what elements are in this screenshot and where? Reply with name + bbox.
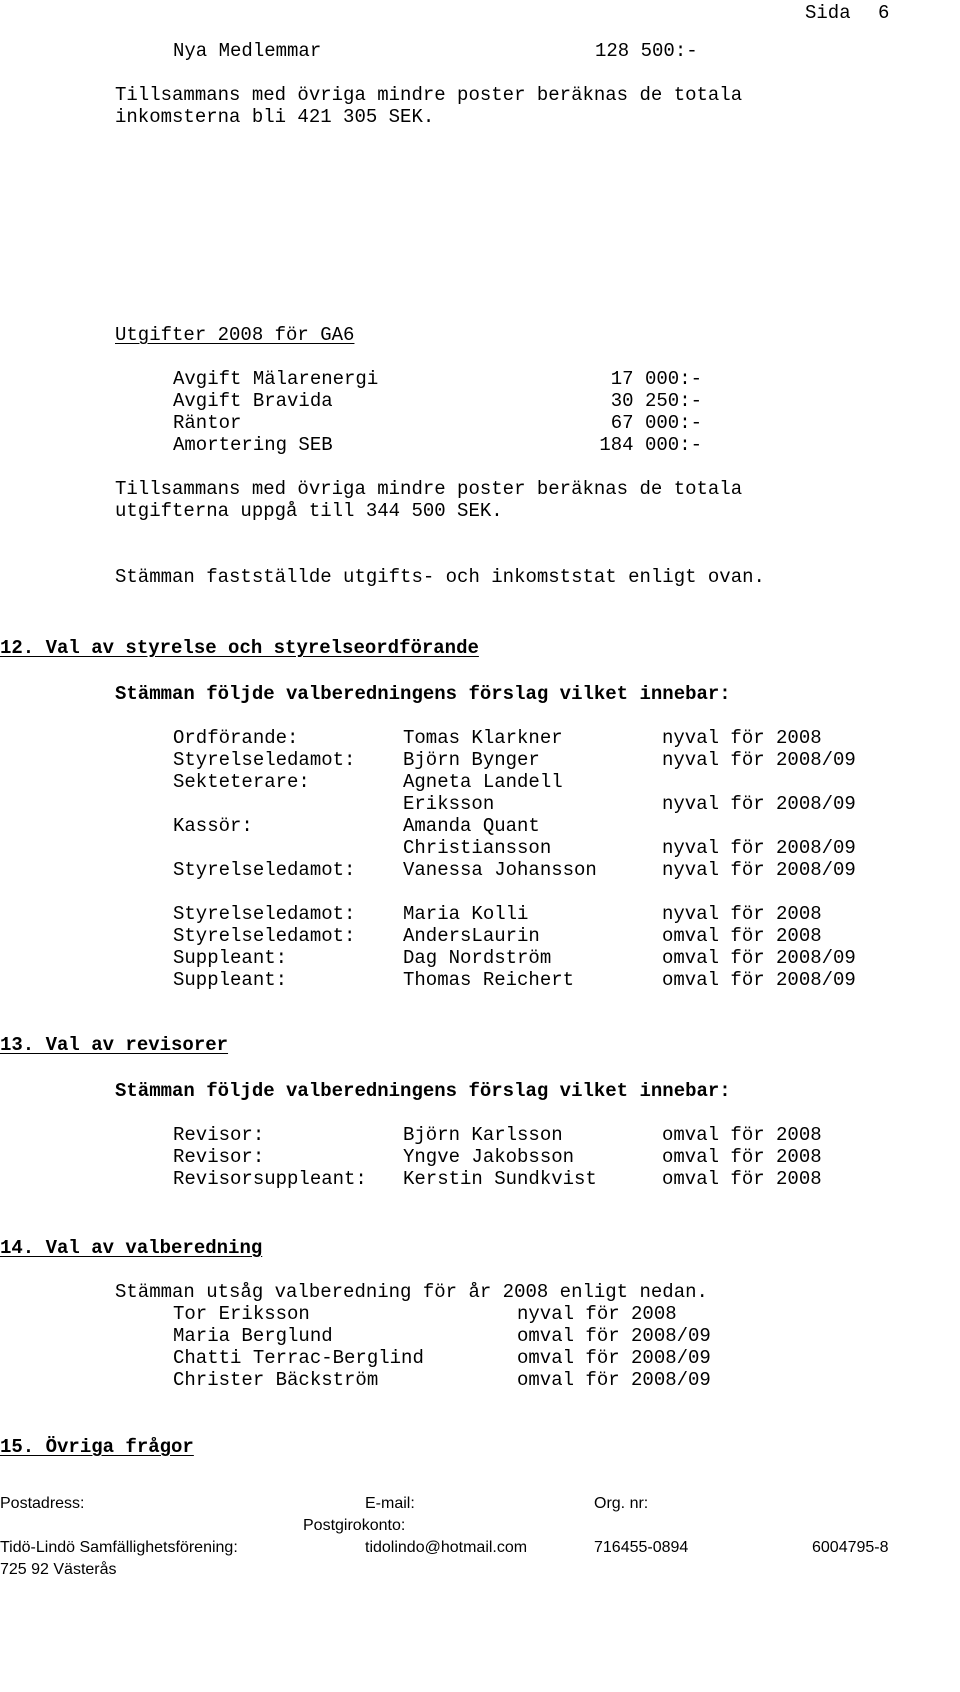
footer-org-label: Org. nr: bbox=[594, 1495, 649, 1512]
board-role: Ordförande: bbox=[173, 727, 299, 749]
board-term: omval för 2008/09 bbox=[662, 969, 856, 991]
income-item-label: Nya Medlemmar bbox=[173, 40, 322, 62]
page-number: 6 bbox=[878, 2, 890, 24]
nomination-member-term: omval för 2008/09 bbox=[517, 1325, 711, 1347]
auditor-role: Revisor: bbox=[173, 1124, 265, 1146]
income-item-amount: 128 500:- bbox=[595, 40, 698, 62]
section-12-heading: 12. Val av styrelse och styrelseordförande bbox=[0, 637, 479, 659]
expense-amount: 67 000:- bbox=[610, 412, 702, 434]
board-term: nyval för 2008 bbox=[662, 903, 822, 925]
expense-amount: 184 000:- bbox=[599, 434, 702, 456]
nomination-member-term: nyval för 2008 bbox=[517, 1303, 677, 1325]
expense-label: Amortering SEB bbox=[173, 434, 333, 456]
board-name: Maria Kolli bbox=[403, 903, 529, 925]
board-term: nyval för 2008/09 bbox=[662, 837, 856, 859]
nomination-member-term: omval för 2008/09 bbox=[517, 1369, 711, 1391]
section-13-heading: 13. Val av revisorer bbox=[0, 1034, 229, 1056]
auditor-term: omval för 2008 bbox=[662, 1146, 822, 1168]
board-name: Agneta Landell bbox=[403, 771, 563, 793]
auditor-term: omval för 2008 bbox=[662, 1168, 822, 1190]
expense-label: Avgift Mälarenergi bbox=[173, 368, 379, 390]
expense-label: Avgift Bravida bbox=[173, 390, 333, 412]
expenses-summary-line-1: Tillsammans med övriga mindre poster beräknas de totala bbox=[115, 478, 743, 500]
footer-giro: 716455-0894 bbox=[594, 1539, 689, 1556]
nomination-member-name: Chatti Terrac-Berglind bbox=[173, 1347, 424, 1369]
board-name: AndersLaurin bbox=[403, 925, 540, 947]
section-12-intro: Stämman följde valberedningens förslag vilket innebar: bbox=[115, 683, 731, 705]
section-14-heading: 14. Val av valberedning bbox=[0, 1237, 263, 1259]
board-term: nyval för 2008 bbox=[662, 727, 822, 749]
board-term: nyval för 2008/09 bbox=[662, 859, 856, 881]
footer-org-nr: 6004795-8 bbox=[812, 1539, 889, 1556]
auditor-name: Yngve Jakobsson bbox=[403, 1146, 575, 1168]
income-summary-line-2: inkomsterna bli 421 305 SEK. bbox=[115, 106, 435, 128]
footer-email: tidolindo@hotmail.com bbox=[365, 1539, 528, 1556]
auditor-name: Kerstin Sundkvist bbox=[403, 1168, 597, 1190]
expense-amount: 17 000:- bbox=[610, 368, 702, 390]
board-role: Styrelseledamot: bbox=[173, 903, 356, 925]
board-role: Kassör: bbox=[173, 815, 253, 837]
nomination-member-name: Tor Eriksson bbox=[173, 1303, 310, 1325]
board-name: Tomas Klarkner bbox=[403, 727, 563, 749]
expense-amount: 30 250:- bbox=[610, 390, 702, 412]
section-15-heading: 15. Övriga frågor bbox=[0, 1436, 194, 1458]
footer-city: 725 92 Västerås bbox=[0, 1561, 117, 1578]
board-role: Suppleant: bbox=[173, 969, 288, 991]
board-name: Amanda Quant bbox=[403, 815, 540, 837]
auditor-term: omval för 2008 bbox=[662, 1124, 822, 1146]
board-term: omval för 2008/09 bbox=[662, 947, 856, 969]
board-role: Styrelseledamot: bbox=[173, 749, 356, 771]
board-name: Christiansson bbox=[403, 837, 552, 859]
board-role: Styrelseledamot: bbox=[173, 859, 356, 881]
board-name: Vanessa Johansson bbox=[403, 859, 597, 881]
board-name: Thomas Reichert bbox=[403, 969, 575, 991]
page-label: Sida bbox=[805, 2, 851, 24]
auditor-role: Revisorsuppleant: bbox=[173, 1168, 367, 1190]
section-13-intro: Stämman följde valberedningens förslag vilket innebar: bbox=[115, 1080, 731, 1102]
auditor-role: Revisor: bbox=[173, 1146, 265, 1168]
board-term: nyval för 2008/09 bbox=[662, 749, 856, 771]
expense-label: Räntor bbox=[173, 412, 242, 434]
nomination-member-name: Christer Bäckström bbox=[173, 1369, 379, 1391]
expenses-decision: Stämman fastställde utgifts- och inkomststat enligt ovan. bbox=[115, 566, 765, 588]
footer-email-label: E-mail: bbox=[365, 1495, 415, 1512]
board-name: Björn Bynger bbox=[403, 749, 540, 771]
board-name: Dag Nordström bbox=[403, 947, 552, 969]
nomination-member-name: Maria Berglund bbox=[173, 1325, 333, 1347]
board-role: Styrelseledamot: bbox=[173, 925, 356, 947]
income-summary-line-1: Tillsammans med övriga mindre poster beräknas de totala bbox=[115, 84, 743, 106]
board-name: Eriksson bbox=[403, 793, 495, 815]
section-14-intro: Stämman utsåg valberedning för år 2008 enligt nedan. bbox=[115, 1281, 708, 1303]
board-role: Sekteterare: bbox=[173, 771, 310, 793]
expenses-summary-line-2: utgifterna uppgå till 344 500 SEK. bbox=[115, 500, 503, 522]
footer-address-label: Postadress: bbox=[0, 1495, 85, 1512]
board-role: Suppleant: bbox=[173, 947, 288, 969]
board-term: nyval för 2008/09 bbox=[662, 793, 856, 815]
footer-org-name: Tidö-Lindö Samfällighetsförening: bbox=[0, 1539, 238, 1556]
nomination-member-term: omval för 2008/09 bbox=[517, 1347, 711, 1369]
auditor-name: Björn Karlsson bbox=[403, 1124, 563, 1146]
board-term: omval för 2008 bbox=[662, 925, 822, 947]
expenses-heading: Utgifter 2008 för GA6 bbox=[115, 324, 355, 346]
footer-giro-label: Postgirokonto: bbox=[303, 1517, 406, 1534]
